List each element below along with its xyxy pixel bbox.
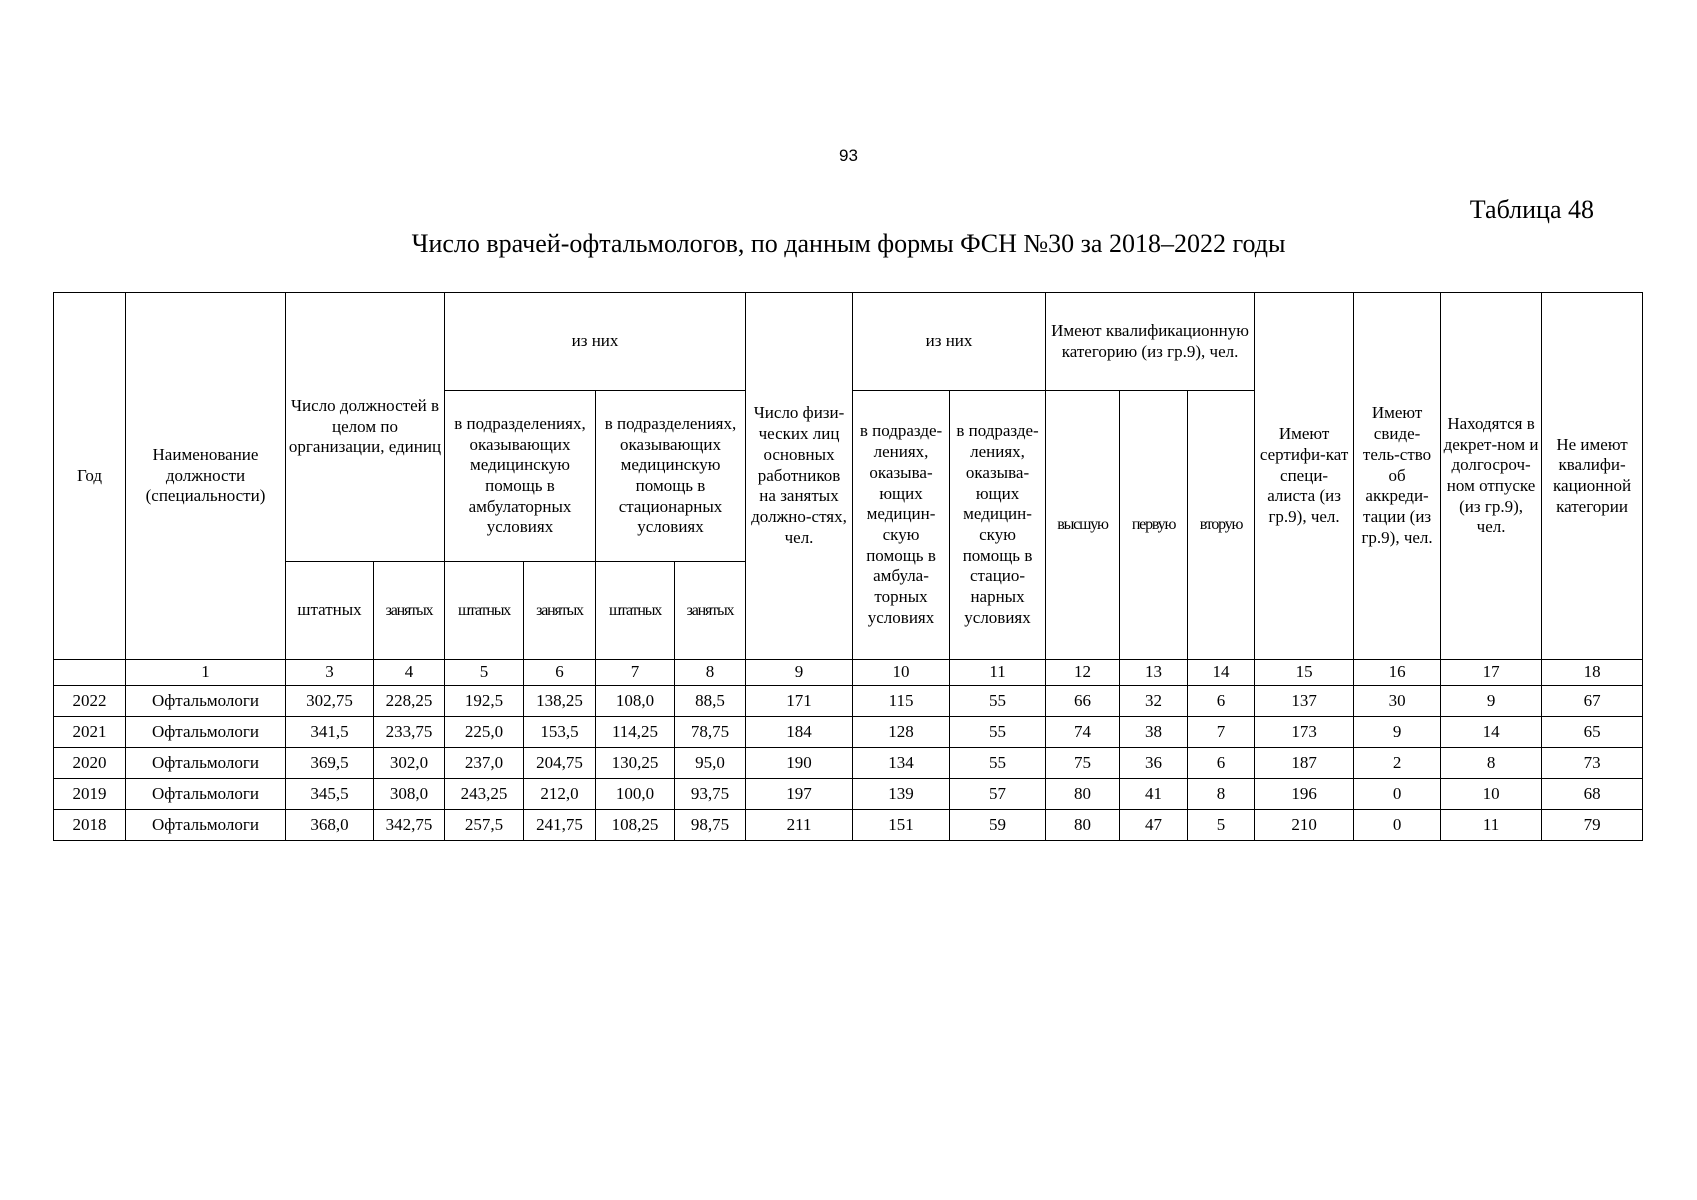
- cell-physical-persons: 211: [746, 810, 853, 841]
- column-number: 8: [675, 660, 746, 686]
- cell-certificate: 173: [1255, 717, 1354, 748]
- cell-inpatient-occupied: 95,0: [675, 748, 746, 779]
- header-staff-outpatient: штатных: [445, 562, 524, 660]
- header-category-second: вторую: [1188, 391, 1255, 660]
- ophthalmologists-table: [53, 292, 1643, 841]
- header-accreditation: Имеют свиде-тель-ство об аккреди-тации (из гр.9), чел.: [1354, 293, 1441, 660]
- cell-persons-inpatient: 55: [950, 748, 1046, 779]
- cell-position-name: Офтальмологи: [126, 748, 286, 779]
- cell-year: 2018: [54, 810, 126, 841]
- cell-persons-outpatient: 115: [853, 686, 950, 717]
- cell-positions-staff: 369,5: [286, 748, 374, 779]
- cell-year: 2022: [54, 686, 126, 717]
- cell-category-first: 41: [1120, 779, 1188, 810]
- cell-physical-persons: 197: [746, 779, 853, 810]
- cell-category-second: 6: [1188, 686, 1255, 717]
- cell-persons-outpatient: 151: [853, 810, 950, 841]
- cell-persons-inpatient: 55: [950, 717, 1046, 748]
- header-occupied-inpatient: занятых: [675, 562, 746, 660]
- column-number: 14: [1188, 660, 1255, 686]
- cell-persons-inpatient: 55: [950, 686, 1046, 717]
- header-position-name: Наименование должности (специальности): [126, 293, 286, 660]
- cell-outpatient-occupied: 153,5: [524, 717, 596, 748]
- header-occupied-total: занятых: [374, 562, 445, 660]
- column-number: 17: [1441, 660, 1542, 686]
- cell-persons-outpatient: 134: [853, 748, 950, 779]
- column-number: 13: [1120, 660, 1188, 686]
- table-row: [54, 717, 1643, 748]
- cell-category-first: 32: [1120, 686, 1188, 717]
- cell-inpatient-occupied: 78,75: [675, 717, 746, 748]
- table-row: [54, 779, 1643, 810]
- cell-positions-staff: 345,5: [286, 779, 374, 810]
- cell-category-second: 8: [1188, 779, 1255, 810]
- cell-outpatient-staff: 237,0: [445, 748, 524, 779]
- cell-maternity-leave: 14: [1441, 717, 1542, 748]
- cell-positions-staff: 341,5: [286, 717, 374, 748]
- cell-no-category: 79: [1542, 810, 1643, 841]
- cell-inpatient-staff: 130,25: [596, 748, 675, 779]
- header-occupied-outpatient: занятых: [524, 562, 596, 660]
- cell-category-first: 38: [1120, 717, 1188, 748]
- cell-position-name: Офтальмологи: [126, 686, 286, 717]
- table-row: [54, 686, 1643, 717]
- cell-outpatient-occupied: 212,0: [524, 779, 596, 810]
- column-number: 4: [374, 660, 445, 686]
- header-category-highest: высшую: [1046, 391, 1120, 660]
- cell-outpatient-staff: 257,5: [445, 810, 524, 841]
- column-number: 6: [524, 660, 596, 686]
- column-number-blank: [54, 660, 126, 686]
- cell-certificate: 196: [1255, 779, 1354, 810]
- cell-physical-persons: 184: [746, 717, 853, 748]
- cell-inpatient-staff: 108,0: [596, 686, 675, 717]
- cell-accreditation: 30: [1354, 686, 1441, 717]
- header-staff-inpatient: штатных: [596, 562, 675, 660]
- header-positions-total: Число должностей в целом по организации, единиц: [286, 293, 445, 562]
- cell-certificate: 187: [1255, 748, 1354, 779]
- cell-certificate: 137: [1255, 686, 1354, 717]
- column-number: 16: [1354, 660, 1441, 686]
- cell-accreditation: 2: [1354, 748, 1441, 779]
- header-category-first: первую: [1120, 391, 1188, 660]
- cell-category-highest: 74: [1046, 717, 1120, 748]
- cell-inpatient-occupied: 93,75: [675, 779, 746, 810]
- cell-category-second: 5: [1188, 810, 1255, 841]
- cell-positions-occupied: 302,0: [374, 748, 445, 779]
- cell-maternity-leave: 11: [1441, 810, 1542, 841]
- header-physical-persons: Число физи-ческих лиц основных работников на занятых должно-стях, чел.: [746, 293, 853, 660]
- cell-outpatient-staff: 192,5: [445, 686, 524, 717]
- header-persons-inpatient: в подразде-лениях, оказыва-ющих медицин-скую помощь в стацио-нарных условиях: [950, 391, 1046, 660]
- cell-position-name: Офтальмологи: [126, 810, 286, 841]
- cell-inpatient-occupied: 88,5: [675, 686, 746, 717]
- header-certificate: Имеют сертифи-кат специ-алиста (из гр.9), чел.: [1255, 293, 1354, 660]
- page-number: 93: [839, 146, 858, 165]
- header-persons-outpatient: в подразде-лениях, оказыва-ющих медицин-скую помощь в амбула-торных условиях: [853, 391, 950, 660]
- column-number: 5: [445, 660, 524, 686]
- cell-accreditation: 0: [1354, 810, 1441, 841]
- header-of-them-2: из них: [853, 293, 1046, 391]
- cell-persons-inpatient: 57: [950, 779, 1046, 810]
- column-number: 10: [853, 660, 950, 686]
- cell-positions-occupied: 228,25: [374, 686, 445, 717]
- cell-outpatient-staff: 225,0: [445, 717, 524, 748]
- cell-year: 2019: [54, 779, 126, 810]
- cell-certificate: 210: [1255, 810, 1354, 841]
- cell-inpatient-occupied: 98,75: [675, 810, 746, 841]
- header-qualification: Имеют квалификационную категорию (из гр.9), чел.: [1046, 293, 1255, 391]
- data-rows: [54, 686, 1643, 841]
- cell-no-category: 65: [1542, 717, 1643, 748]
- cell-outpatient-occupied: 204,75: [524, 748, 596, 779]
- column-numbers-row: [54, 660, 1643, 686]
- header-of-them: из них: [445, 293, 746, 391]
- cell-no-category: 68: [1542, 779, 1643, 810]
- table-title: Число врачей-офтальмологов, по данным формы ФСН №30 за 2018–2022 годы: [411, 229, 1286, 258]
- cell-positions-occupied: 233,75: [374, 717, 445, 748]
- column-number: 3: [286, 660, 374, 686]
- header-no-category: Не имеют квалифи-кационной категории: [1542, 293, 1643, 660]
- cell-no-category: 67: [1542, 686, 1643, 717]
- column-number: 18: [1542, 660, 1643, 686]
- column-number: 1: [126, 660, 286, 686]
- cell-category-highest: 75: [1046, 748, 1120, 779]
- cell-persons-outpatient: 128: [853, 717, 950, 748]
- cell-physical-persons: 171: [746, 686, 853, 717]
- cell-positions-occupied: 308,0: [374, 779, 445, 810]
- cell-outpatient-staff: 243,25: [445, 779, 524, 810]
- cell-inpatient-staff: 114,25: [596, 717, 675, 748]
- table-row: [54, 748, 1643, 779]
- column-number: 12: [1046, 660, 1120, 686]
- cell-year: 2021: [54, 717, 126, 748]
- header-staff-total: штатных: [286, 562, 374, 660]
- cell-position-name: Офтальмологи: [126, 717, 286, 748]
- column-number: 7: [596, 660, 675, 686]
- cell-category-highest: 80: [1046, 779, 1120, 810]
- cell-maternity-leave: 9: [1441, 686, 1542, 717]
- cell-positions-staff: 368,0: [286, 810, 374, 841]
- cell-no-category: 73: [1542, 748, 1643, 779]
- cell-maternity-leave: 10: [1441, 779, 1542, 810]
- table-label: Таблица 48: [1469, 195, 1594, 224]
- header-outpatient-units: в подразделениях, оказывающих медицинскую помощь в амбулаторных условиях: [445, 391, 596, 562]
- cell-category-highest: 80: [1046, 810, 1120, 841]
- column-number: 9: [746, 660, 853, 686]
- cell-inpatient-staff: 100,0: [596, 779, 675, 810]
- cell-positions-occupied: 342,75: [374, 810, 445, 841]
- cell-persons-inpatient: 59: [950, 810, 1046, 841]
- cell-accreditation: 0: [1354, 779, 1441, 810]
- cell-persons-outpatient: 139: [853, 779, 950, 810]
- cell-maternity-leave: 8: [1441, 748, 1542, 779]
- header-year: Год: [54, 293, 126, 660]
- column-number: 11: [950, 660, 1046, 686]
- cell-position-name: Офтальмологи: [126, 779, 286, 810]
- cell-inpatient-staff: 108,25: [596, 810, 675, 841]
- cell-category-first: 47: [1120, 810, 1188, 841]
- cell-category-second: 6: [1188, 748, 1255, 779]
- cell-category-first: 36: [1120, 748, 1188, 779]
- cell-category-second: 7: [1188, 717, 1255, 748]
- cell-positions-staff: 302,75: [286, 686, 374, 717]
- cell-physical-persons: 190: [746, 748, 853, 779]
- cell-outpatient-occupied: 138,25: [524, 686, 596, 717]
- column-number: 15: [1255, 660, 1354, 686]
- header-inpatient-units: в подразделениях, оказывающих медицинскую помощь в стационарных условиях: [596, 391, 746, 562]
- header-maternity-leave: Находятся в декрет-ном и долгосроч-ном отпуске (из гр.9), чел.: [1441, 293, 1542, 660]
- cell-year: 2020: [54, 748, 126, 779]
- cell-outpatient-occupied: 241,75: [524, 810, 596, 841]
- cell-accreditation: 9: [1354, 717, 1441, 748]
- table-row: [54, 810, 1643, 841]
- cell-category-highest: 66: [1046, 686, 1120, 717]
